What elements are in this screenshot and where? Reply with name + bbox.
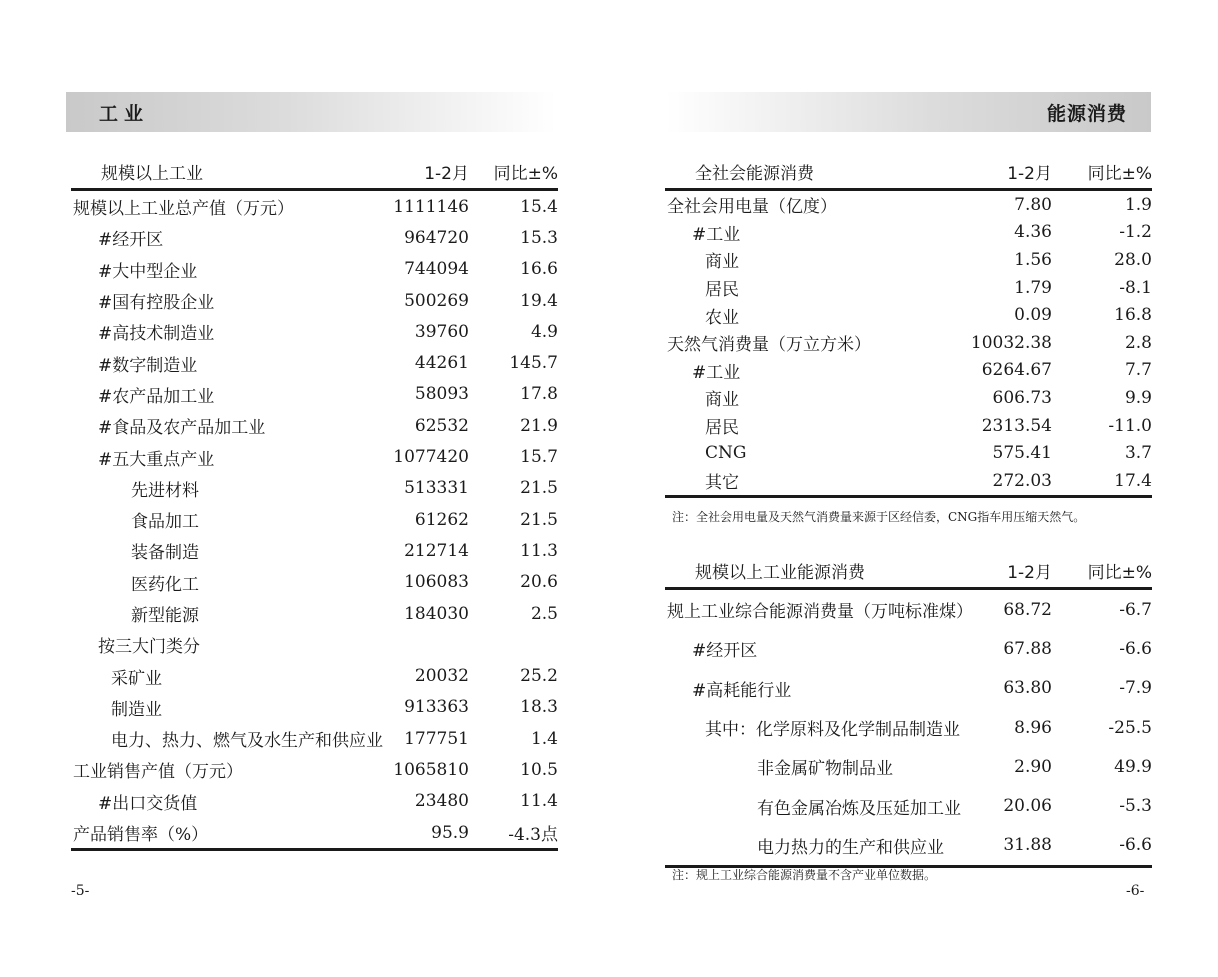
row-value: 964720 [404,227,469,248]
row-label: 采矿业 [111,668,162,689]
table-row [665,246,1152,274]
row-label: 全社会用电量（亿度） [667,197,837,218]
row-label: 新型能源 [131,606,199,626]
table-row [665,786,1152,825]
table-row [71,817,558,850]
section-header-industry [66,92,556,132]
row-yoy-change: -25.5 [1108,717,1152,738]
column-header-yoy: 同比±% [1052,156,1152,190]
table-row [71,190,558,223]
row-label: 工业销售产值（万元） [73,762,243,783]
table-row [71,254,558,285]
row-label: 先进材料 [131,480,199,501]
table-row [71,567,558,598]
row-value: 272.03 [965,467,1052,496]
row-label: 按三大门类分 [98,637,200,658]
row-label: 商业 [705,390,739,411]
row-yoy-change: 3.7 [1124,443,1152,464]
row-value: 63.80 [1003,678,1052,699]
row-label: #五大重点产业 [98,449,215,470]
section-header-energy [666,92,1151,132]
industry-table [71,156,558,851]
page-number: -6- [1126,883,1145,899]
row-yoy-change [471,629,558,660]
row-value: 8.96 [1014,717,1052,738]
table-header-row [665,555,1152,589]
industrial-energy-table [665,555,1152,868]
table-row [665,301,1152,329]
row-label: 规上工业综合能源消费量（万吨标准煤） [667,602,973,623]
row-label: 有色金属冶炼及压延加工业 [757,798,961,819]
table-note: 注：全社会用电量及天然气消费量来源于区经信委，CNG指车用压缩天然气。 [672,510,1086,524]
row-yoy-change: 16.6 [520,259,558,280]
row-yoy-change: -11.0 [1108,415,1152,436]
row-yoy-change: 1.4 [530,728,558,749]
row-yoy-change: 25.2 [520,666,558,687]
table-row [71,535,558,566]
row-label: #大中型企业 [98,261,198,282]
table-row [665,219,1152,247]
row-value: 1111146 [393,196,469,217]
column-header-item: 规模以上工业 [71,156,388,190]
table-row [71,598,558,629]
row-value: 575.41 [992,443,1052,464]
row-value: 4.36 [1014,222,1052,243]
row-label: #工业 [692,224,741,245]
row-value: 1.56 [1014,249,1052,270]
row-yoy-change: 9.9 [1124,387,1152,408]
row-yoy-change: 21.5 [520,509,558,530]
table-row [665,274,1152,302]
table-row [71,285,558,316]
row-yoy-change: 16.8 [1114,305,1152,326]
row-value: 0.09 [1014,305,1052,326]
table-header-row [71,156,558,190]
row-label: #国有控股企业 [98,293,215,314]
row-yoy-change: 15.7 [520,447,558,468]
row-label: 产品销售率（%） [71,817,388,850]
row-label: 居民 [705,418,739,439]
row-yoy-change: 2.5 [530,603,558,624]
row-yoy-change: 4.9 [530,321,558,342]
row-yoy-change: 10.5 [520,759,558,780]
row-yoy-change: 28.0 [1114,249,1152,270]
column-header-yoy: 同比±% [471,156,558,190]
row-value: 62532 [414,415,469,436]
section-title: 工业 [99,102,150,125]
row-label: 商业 [705,252,739,273]
row-label: 农业 [705,307,739,328]
row-yoy-change: 11.3 [520,540,558,561]
row-value: 20.06 [1003,796,1052,817]
page-number: -5- [71,883,90,899]
row-yoy-change: 19.4 [520,290,558,311]
row-value: 20032 [414,666,469,687]
row-label: 其它 [665,467,965,496]
table-row [665,384,1152,412]
table-row [71,660,558,691]
row-value: 1065810 [393,759,469,780]
table-row [71,629,558,660]
society-energy-table-body [665,190,1152,497]
row-label: 其中：化学原料及化学制品制造业 [705,720,960,741]
row-value: 513331 [404,478,469,499]
row-value: 2313.54 [981,415,1052,436]
row-label: #出口交货值 [98,793,198,814]
row-yoy-change: 20.6 [520,572,558,593]
row-value: 2.90 [1014,756,1052,777]
row-yoy-change: -7.9 [1119,678,1152,699]
row-yoy-change: 17.8 [520,384,558,405]
section-title: 能源消费 [1046,102,1127,125]
table-row [71,786,558,817]
row-label: #农产品加工业 [98,386,215,407]
row-yoy-change: 7.7 [1124,360,1152,381]
row-label: #食品及农产品加工业 [98,418,266,439]
table-row [665,439,1152,467]
row-yoy-change: -1.2 [1119,222,1152,243]
table-row [71,410,558,441]
row-value: 68.72 [1003,599,1052,620]
row-label: 装备制造 [131,543,199,564]
row-value: 67.88 [1003,638,1052,659]
row-yoy-change: 49.9 [1114,756,1152,777]
row-label: #经开区 [692,641,758,662]
row-label: #数字制造业 [98,355,198,376]
row-value: 58093 [414,384,469,405]
row-value: 1077420 [393,447,469,468]
table-header-row [665,156,1152,190]
table-row [665,708,1152,747]
row-value: 23480 [414,791,469,812]
table-row [71,473,558,504]
row-yoy-change: 17.4 [1052,467,1152,496]
table-row [665,669,1152,708]
row-label: 医药化工 [131,574,199,595]
table-row [665,190,1152,219]
column-header-item: 全社会能源消费 [665,156,965,190]
row-value [388,629,471,660]
row-yoy-change: 2.8 [1124,332,1152,353]
row-value: 39760 [414,321,469,342]
table-row [71,692,558,723]
row-value: 7.80 [1014,194,1052,215]
row-yoy-change: -6.7 [1119,599,1152,620]
row-label: 制造业 [111,699,162,720]
row-label: 电力、热力、燃气及水生产和供应业 [111,731,383,752]
column-header-period: 1-2月 [965,156,1052,190]
table-row [665,629,1152,668]
table-row [71,316,558,347]
row-value: 31.88 [977,826,1052,867]
row-value: 95.9 [388,817,471,850]
row-label: 天然气消费量（万立方米） [667,335,871,356]
table-row [665,747,1152,786]
row-yoy-change: -5.3 [1119,796,1152,817]
row-value: 1.79 [1014,277,1052,298]
table-row [665,589,1152,630]
row-value: 61262 [414,509,469,530]
row-value: 606.73 [992,387,1052,408]
row-value: 10032.38 [970,332,1052,353]
row-value: 106083 [404,572,469,593]
table-row [71,379,558,410]
row-value: 177751 [404,728,469,749]
table-row [71,347,558,378]
row-value: 913363 [404,697,469,718]
row-label: CNG [705,443,747,464]
table-row [665,467,1152,496]
row-label: #高技术制造业 [98,324,215,345]
row-yoy-change: 21.9 [520,415,558,436]
row-value: 744094 [404,259,469,280]
row-yoy-change: 15.4 [520,196,558,217]
row-yoy-change: -4.3点 [471,817,558,850]
column-header-yoy: 同比±% [1052,555,1152,589]
row-value: 500269 [404,290,469,311]
table-row [71,754,558,785]
society-energy-table [665,156,1152,498]
column-header-item: 规模以上工业能源消费 [665,555,977,589]
row-label: 食品加工 [131,512,199,533]
row-label: 居民 [705,280,739,301]
row-yoy-change: 1.9 [1124,194,1152,215]
row-label: 规模以上工业总产值（万元） [73,199,294,220]
row-yoy-change: 15.3 [520,227,558,248]
table-row [665,329,1152,357]
column-header-period: 1-2月 [388,156,471,190]
row-value: 44261 [414,353,469,374]
row-label: #经开区 [98,230,164,251]
table-row [71,222,558,253]
table-row [665,357,1152,385]
table-row [71,723,558,754]
column-header-period: 1-2月 [977,555,1052,589]
row-yoy-change: 145.7 [509,353,558,374]
table-row [665,412,1152,440]
row-value: 184030 [404,603,469,624]
row-label: #高耗能行业 [692,680,792,701]
row-yoy-change: -6.6 [1119,638,1152,659]
table-row [665,826,1152,867]
row-yoy-change: 18.3 [520,697,558,718]
row-label: 非金属矿物制品业 [757,759,893,780]
row-label: #工业 [692,362,741,383]
row-yoy-change: 21.5 [520,478,558,499]
industry-table-body [71,190,558,850]
row-value: 6264.67 [981,360,1052,381]
table-note: 注：规上工业综合能源消费量不含产业单位数据。 [672,868,937,882]
row-yoy-change: -6.6 [1052,826,1152,867]
industrial-energy-table-body [665,589,1152,867]
row-value: 212714 [404,540,469,561]
table-row [71,504,558,535]
row-yoy-change: -8.1 [1119,277,1152,298]
row-yoy-change: 11.4 [520,791,558,812]
table-row [71,441,558,472]
row-label: 电力热力的生产和供应业 [665,826,977,867]
